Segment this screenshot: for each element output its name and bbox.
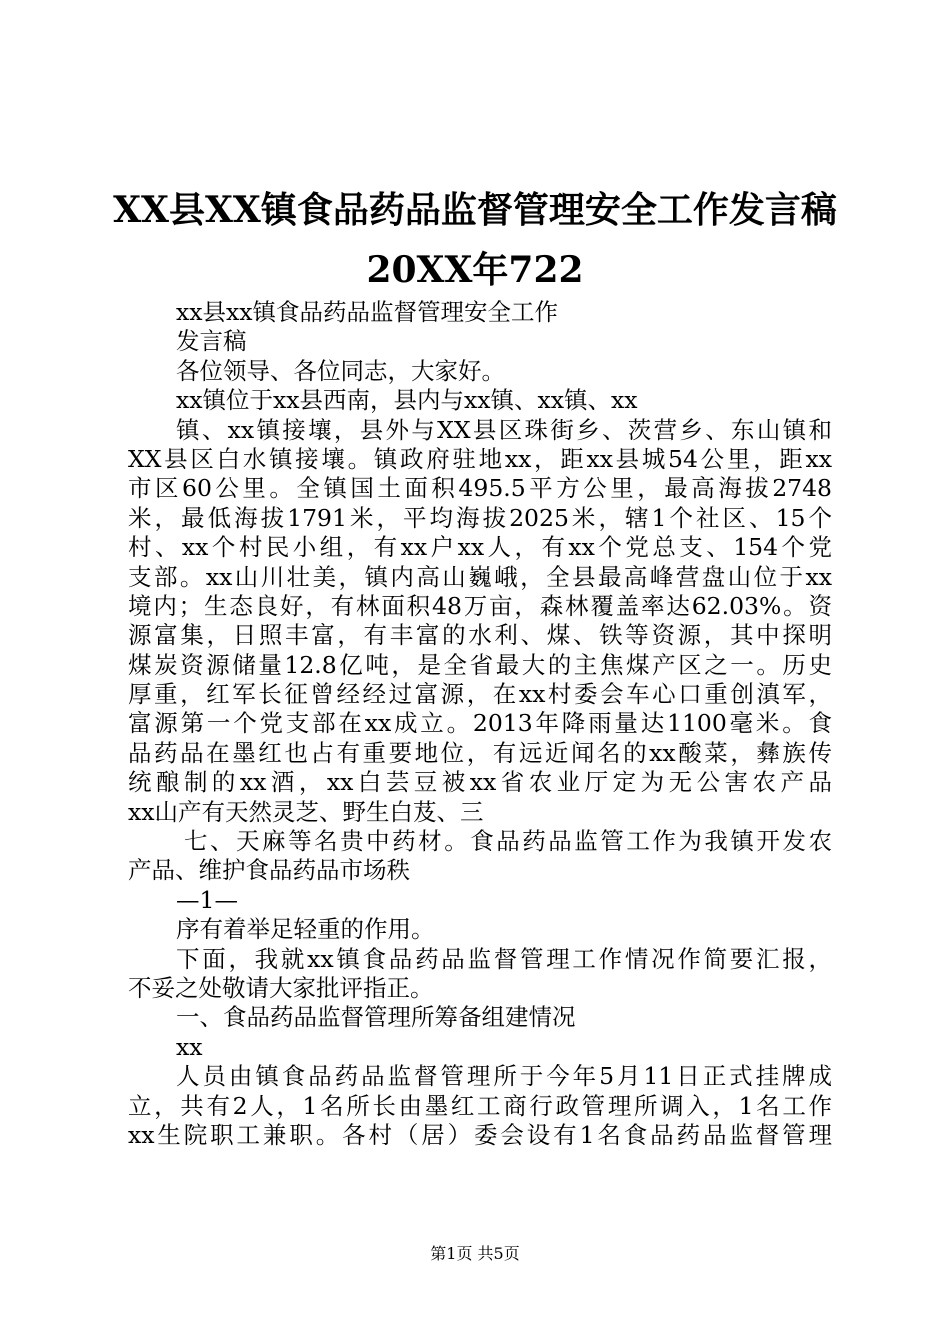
section-heading: 一、食品药品监督管理所筹备组建情况: [176, 1003, 576, 1032]
body-line: 品药品在墨红也占有重要地位，有远近闻名的xx酸菜，彝族传: [128, 738, 832, 767]
body-line: 富源第一个党支部在xx成立。2013年降雨量达1100毫米。食: [128, 709, 832, 738]
body-line: xx县xx镇食品药品监督管理安全工作: [176, 298, 559, 326]
body-line: 米，最低海拔1791米，平均海拔2025米，辖1个社区、15个: [128, 503, 832, 532]
document-title-line-2: 20XX年722: [366, 249, 584, 291]
body-line: 厚重，红军长征曾经经过富源，在xx村委会车心口重创滇军，: [128, 680, 832, 709]
body-line: xx镇位于xx县西南，县内与xx镇、xx镇、xx: [176, 386, 638, 415]
body-line: XX县区白水镇接壤。镇政府驻地xx，距xx县城54公里，距xx: [128, 444, 832, 473]
body-line: 村、xx个村民小组，有xx户xx人，有xx个党总支、154个党: [128, 533, 832, 562]
body-line: 煤炭资源储量12.8亿吨，是全省最大的主焦煤产区之一。历史: [128, 650, 832, 679]
body-line: xx生院职工兼职。各村（居）委会设有1名食品药品监督管理: [128, 1120, 832, 1149]
body-line: 各位领导、各位同志，大家好。: [176, 356, 505, 385]
body-line: 市区60公里。全镇国土面积495.5平方公里，最高海拔2748: [128, 474, 832, 503]
body-line: 镇、xx镇接壤，县外与XX县区珠街乡、茨营乡、东山镇和: [176, 415, 832, 444]
body-line: 产品、维护食品药品市场秩: [128, 856, 410, 885]
body-line: 支部。xx山川壮美，镇内高山巍峨，全县最高峰营盘山位于xx: [128, 562, 832, 591]
document-title-line-1: XX县XX镇食品药品监督管理安全工作发言稿: [113, 189, 837, 231]
body-line: 序有着举足轻重的作用。: [176, 915, 435, 944]
body-line: 下面，我就xx镇食品药品监督管理工作情况作简要汇报，: [176, 944, 832, 973]
body-line: xx山产有天然灵芝、野生白芨、三: [128, 797, 484, 826]
page-number-marker: —1—: [176, 885, 238, 914]
body-line: 源富集，日照丰富，有丰富的水利、煤、铁等资源，其中探明: [128, 621, 832, 650]
body-line: 发言稿: [176, 327, 247, 356]
page-footer: 第1页 共5页: [430, 1244, 520, 1263]
body-line: 境内；生态良好，有林面积48万亩，森林覆盖率达62.03%。资: [128, 591, 832, 620]
body-line: 七、天麻等名贵中药材。食品药品监管工作为我镇开发农: [184, 827, 832, 856]
body-line: 不妥之处敬请大家批评指正。: [128, 973, 434, 1002]
body-line: xx: [176, 1032, 203, 1061]
body-line: 人员由镇食品药品监督管理所于今年5月11日正式挂牌成: [176, 1062, 832, 1091]
body-line: 统酿制的xx酒，xx白芸豆被xx省农业厅定为无公害农产品: [128, 768, 832, 797]
body-line: 立，共有2人，1名所长由墨红工商行政管理所调入，1名工作: [128, 1091, 832, 1120]
document-body: [128, 298, 832, 1150]
